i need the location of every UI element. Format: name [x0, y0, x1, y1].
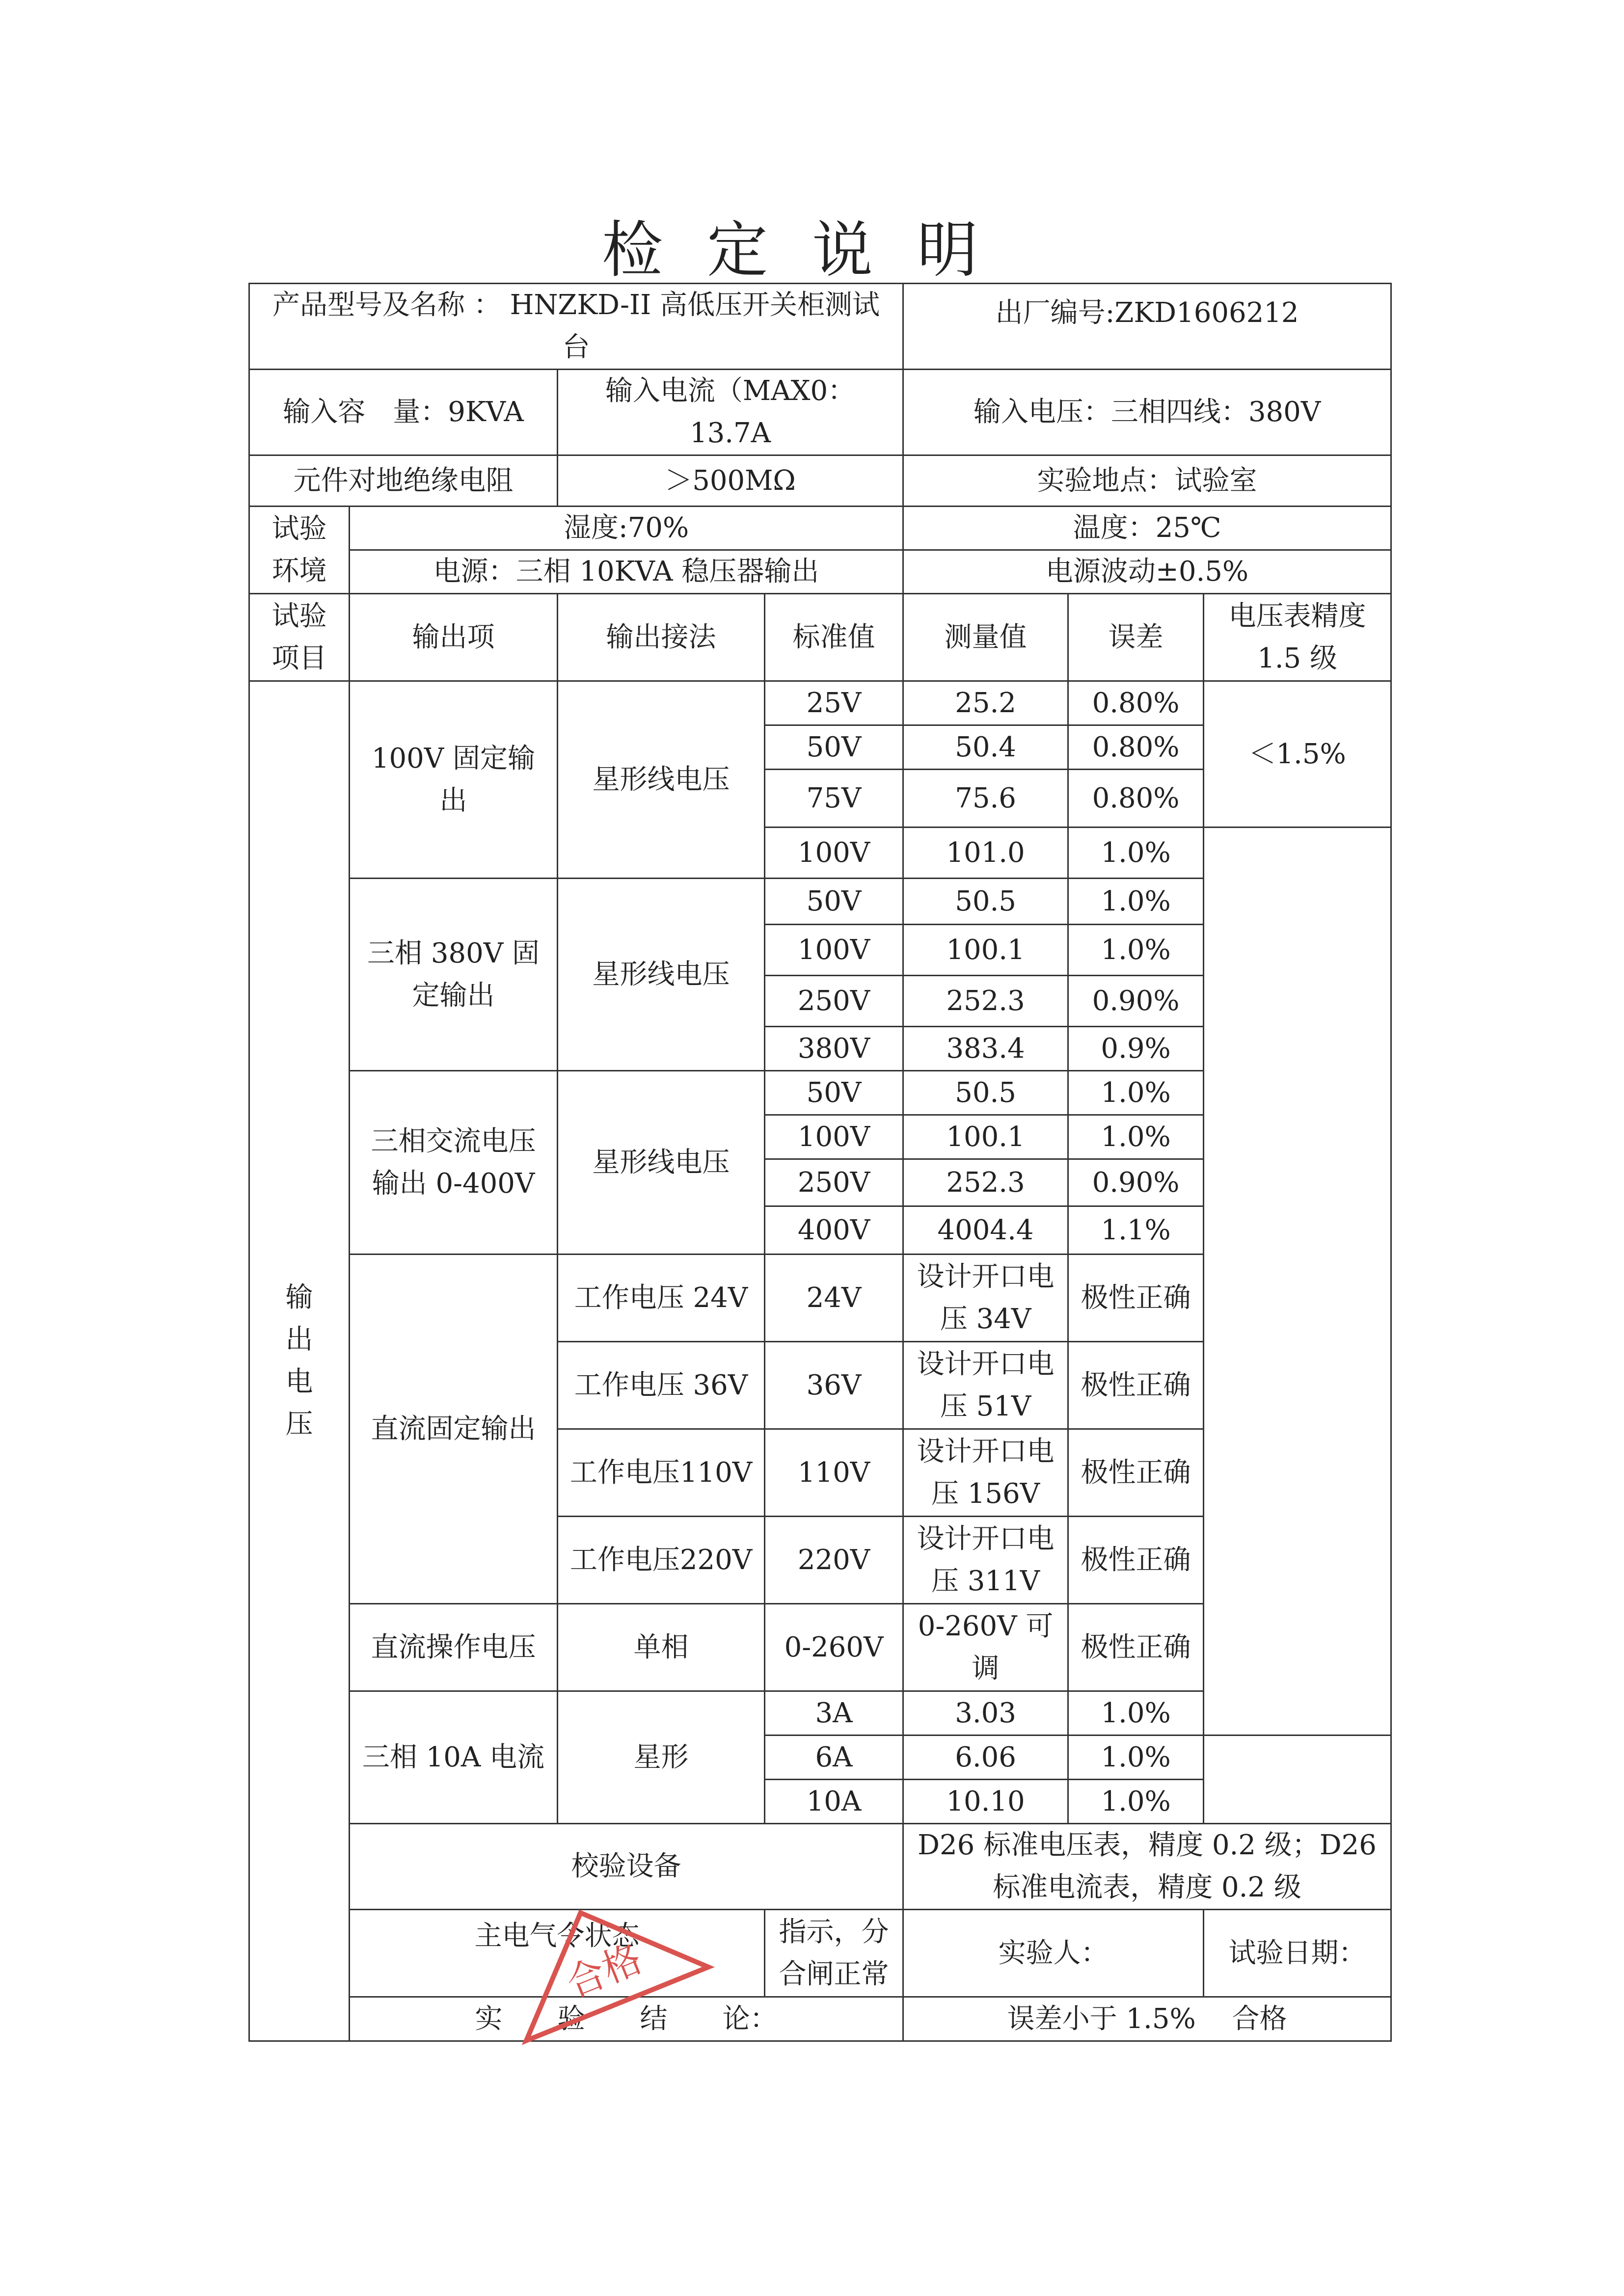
measured-value: 383.4: [903, 1027, 1068, 1071]
measured-value: 50.4: [903, 725, 1068, 770]
error-value: 1.0%: [1068, 828, 1204, 879]
standard-value: 250V: [765, 1159, 903, 1206]
dc-wiring: 工作电压220V: [558, 1517, 765, 1604]
accuracy-value: ＜1.5%: [1204, 681, 1391, 828]
measured-value: 50.5: [903, 879, 1068, 925]
equipment-label: 校验设备: [350, 1824, 903, 1910]
section-char: 电: [285, 1366, 313, 1398]
accuracy-empty: [1204, 828, 1391, 1735]
error-value: 极性正确: [1068, 1342, 1204, 1429]
section-char: 压: [285, 1408, 313, 1440]
test-date-field: 试验日期：: [1204, 1910, 1391, 1997]
title-char: 明: [917, 215, 1023, 286]
standard-value: 380V: [765, 1027, 903, 1071]
col-measured: 测量值: [903, 594, 1068, 681]
standard-value: 100V: [765, 1115, 903, 1159]
power-source: 电源：三相 10KVA 稳压器输出: [350, 550, 903, 594]
error-value: 极性正确: [1068, 1517, 1204, 1604]
power-fluctuation: 电源波动±0.5%: [903, 550, 1391, 594]
dc-output: 直流固定输出: [350, 1255, 558, 1604]
measured-value: 252.3: [903, 1159, 1068, 1206]
input-current: 输入电流（MAX0：13.7A: [558, 370, 903, 455]
standard-value: 220V: [765, 1517, 903, 1604]
title-char: 检: [601, 215, 707, 286]
standard-value: 100V: [765, 828, 903, 879]
error-value: 1.0%: [1068, 1780, 1204, 1824]
error-value: 1.0%: [1068, 879, 1204, 925]
product-name: 产品型号及名称 ： HNZKD-II 高低压开关柜测试台: [249, 284, 903, 370]
measured-value: 设计开口电压 156V: [903, 1429, 1068, 1517]
group-output: 100V 固定输出: [350, 681, 558, 879]
measured-value: 25.2: [903, 681, 1068, 725]
temperature: 温度：25℃: [903, 507, 1391, 550]
standard-value: 100V: [765, 925, 903, 976]
title-char: 说: [812, 215, 918, 286]
col-wiring: 输出接法: [558, 594, 765, 681]
measured-value: 设计开口电压 34V: [903, 1255, 1068, 1342]
humidity: 湿度:70%: [350, 507, 903, 550]
state-value: 指示，分合闸正常: [765, 1910, 903, 1997]
error-value: 1.0%: [1068, 1071, 1204, 1115]
insulation-label: 元件对地绝缘电阻: [249, 455, 558, 507]
standard-value: 75V: [765, 770, 903, 828]
group-output: 三相 380V 固定输出: [350, 879, 558, 1071]
standard-value: 50V: [765, 725, 903, 770]
measured-value: 100.1: [903, 1115, 1068, 1159]
current-wiring: 星形: [558, 1691, 765, 1824]
conclusion-value: 误差小于 1.5% 合格: [903, 1997, 1391, 2041]
error-value: 0.80%: [1068, 681, 1204, 725]
measured-value: 设计开口电压 311V: [903, 1517, 1068, 1604]
section-output-voltage: [249, 681, 350, 2041]
section-char: 出: [285, 1324, 313, 1356]
input-capacity: 输入容 量：9KVA: [249, 370, 558, 455]
standard-value: 0-260V: [765, 1604, 903, 1691]
measured-value: 101.0: [903, 828, 1068, 879]
error-value: 1.0%: [1068, 1691, 1204, 1735]
group-output: 三相交流电压输出 0-400V: [350, 1071, 558, 1255]
standard-value: 110V: [765, 1429, 903, 1517]
tester-field: 实验人：: [903, 1910, 1204, 1997]
conclusion-label: 实 验 结 论：: [350, 1997, 903, 2041]
standard-value: 50V: [765, 879, 903, 925]
col-test-item: 试验项目: [249, 594, 350, 681]
measured-value: 252.3: [903, 976, 1068, 1027]
insulation-value: ＞500MΩ: [558, 455, 903, 507]
standard-value: 10A: [765, 1780, 903, 1824]
col-error: 误差: [1068, 594, 1204, 681]
section-char: 输: [285, 1281, 313, 1313]
group-wiring: 星形线电压: [558, 879, 765, 1071]
col-accuracy: 电压表精度 1.5 级: [1204, 594, 1391, 681]
equipment-value: D26 标准电压表，精度 0.2 级；D26 标准电流表，精度 0.2 级: [903, 1824, 1391, 1910]
col-standard: 标准值: [765, 594, 903, 681]
standard-value: 250V: [765, 976, 903, 1027]
standard-value: 50V: [765, 1071, 903, 1115]
measured-value: 3.03: [903, 1691, 1068, 1735]
error-value: 1.1%: [1068, 1206, 1204, 1255]
dc-wiring: 工作电压 36V: [558, 1342, 765, 1429]
standard-value: 3A: [765, 1691, 903, 1735]
error-value: 0.9%: [1068, 1027, 1204, 1071]
dc-operation-wiring: 单相: [558, 1604, 765, 1691]
dc-wiring: 工作电压110V: [558, 1429, 765, 1517]
title-char: 定: [706, 215, 812, 286]
standard-value: 25V: [765, 681, 903, 725]
error-value: 1.0%: [1068, 925, 1204, 976]
test-location: 实验地点：试验室: [903, 455, 1391, 507]
group-wiring: 星形线电压: [558, 1071, 765, 1255]
error-value: 1.0%: [1068, 1115, 1204, 1159]
measured-value: 4004.4: [903, 1206, 1068, 1255]
error-value: 极性正确: [1068, 1604, 1204, 1691]
standard-value: 36V: [765, 1342, 903, 1429]
current-output: 三相 10A 电流: [350, 1691, 558, 1824]
environment-label: 试验环境: [249, 507, 350, 594]
error-value: 极性正确: [1068, 1255, 1204, 1342]
standard-value: 24V: [765, 1255, 903, 1342]
measured-value: 6.06: [903, 1735, 1068, 1780]
error-value: 0.80%: [1068, 725, 1204, 770]
error-value: 0.90%: [1068, 976, 1204, 1027]
stamp-text: 合格: [560, 1936, 649, 2006]
measured-value: 50.5: [903, 1071, 1068, 1115]
measured-value: 0-260V 可调: [903, 1604, 1068, 1691]
standard-value: 6A: [765, 1735, 903, 1780]
dc-wiring: 工作电压 24V: [558, 1255, 765, 1342]
error-value: 极性正确: [1068, 1429, 1204, 1517]
error-value: 0.90%: [1068, 1159, 1204, 1206]
col-output: 输出项: [350, 594, 558, 681]
measured-value: 100.1: [903, 925, 1068, 976]
input-voltage: 输入电压：三相四线：380V: [903, 370, 1391, 455]
error-value: 1.0%: [1068, 1735, 1204, 1780]
state-label: 主电气令状态: [350, 1910, 765, 1997]
group-wiring: 星形线电压: [558, 681, 765, 879]
measured-value: 10.10: [903, 1780, 1068, 1824]
verification-table: [248, 283, 1392, 2042]
dc-operation-output: 直流操作电压: [350, 1604, 558, 1691]
standard-value: 400V: [765, 1206, 903, 1255]
page-title: [0, 201, 1624, 289]
measured-value: 设计开口电压 51V: [903, 1342, 1068, 1429]
error-value: 0.80%: [1068, 770, 1204, 828]
measured-value: 75.6: [903, 770, 1068, 828]
serial-number: 出厂编号:ZKD1606212: [903, 284, 1391, 370]
